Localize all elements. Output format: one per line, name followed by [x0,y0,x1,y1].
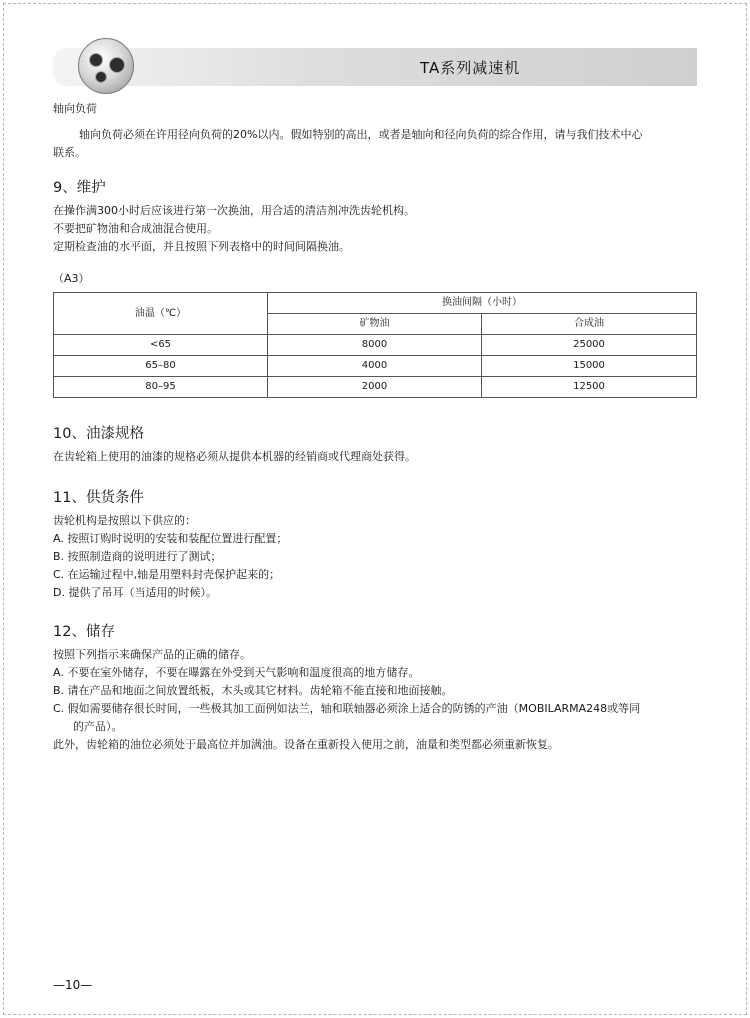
section12-heading: 12、储存 [53,624,115,640]
cell-synthetic: 25000 [482,335,697,356]
section10-text: 在齿轮箱上使用的油漆的规格必须从提供本机器的经销商或代理商处获得。 [53,450,416,463]
section9-line: 在操作满300小时后应该进行第一次换油，用合适的清洁剂冲洗齿轮机构。 [53,204,415,217]
section12-intro: 按照下列指示来确保产品的正确的储存。 [53,648,251,661]
section9-heading: 9、维护 [53,180,106,196]
list-item: A. 按照订购时说明的安装和装配位置进行配置； [53,532,288,545]
cell-mineral: 2000 [268,377,482,398]
section12-closing: 此外，齿轮箱的油位必须处于最高位并加满油。设备在重新投入使用之前，油量和类型都必须重新恢复。 [53,738,559,751]
list-item: B. 按照制造商的说明进行了测试； [53,550,222,563]
cell-temp: 80–95 [54,377,268,398]
cell-mineral: 8000 [268,335,482,356]
cell-temp: 65–80 [54,356,268,377]
section11-intro: 齿轮机构是按照以下供应的： [53,514,196,527]
col-header-mineral: 矿物油 [268,314,482,335]
axial-load-text: 轴向负荷必须在许用径向负荷的20%以内。假如特别的高出，或者是轴向和径向负荷的综合作用，请与我们技术中心 [79,128,643,141]
header-band [53,48,697,86]
list-item: C. 假如需要储存很长时间，一些极其加工面例如法兰，轴和联轴器必须涂上适合的防锈的产油（MOBILARMA248或等同 [53,702,641,715]
cell-temp: <65 [54,335,268,356]
section10-heading: 10、油漆规格 [53,426,144,442]
page-number: —10— [53,978,93,992]
table-row [54,335,697,356]
list-item: A. 不要在室外储存，不要在曝露在外受到天气影响和温度很高的地方储存。 [53,666,420,679]
table-label: （A3） [53,272,90,285]
document-body [53,100,697,754]
col-header-temp: 油温（℃） [54,293,268,335]
axial-load-title: 轴向负荷 [53,102,97,115]
section11-heading: 11、供货条件 [53,490,144,506]
axial-load-text-cont: 联系。 [53,146,86,159]
gear-logo-icon [78,38,134,94]
list-item: B. 请在产品和地面之间放置纸板，木头或其它材料。齿轮箱不能直接和地面接触。 [53,684,453,697]
cell-synthetic: 15000 [482,356,697,377]
header-title: TA系列减速机 [420,59,521,77]
col-header-synthetic: 合成油 [482,314,697,335]
col-header-interval: 换油间隔（小时） [268,293,697,314]
list-item: C. 在运输过程中,轴是用塑料封壳保护起来的； [53,568,281,581]
list-item-cont: 的产品）。 [73,720,123,733]
oil-change-table [53,292,697,398]
table-row [54,356,697,377]
table-row [54,377,697,398]
list-item: D. 提供了吊耳（当适用的时候）。 [53,586,217,599]
cell-mineral: 4000 [268,356,482,377]
cell-synthetic: 12500 [482,377,697,398]
section9-line: 定期检查油的水平面，并且按照下列表格中的时间间隔换油。 [53,240,350,253]
section9-line: 不要把矿物油和合成油混合使用。 [53,222,218,235]
